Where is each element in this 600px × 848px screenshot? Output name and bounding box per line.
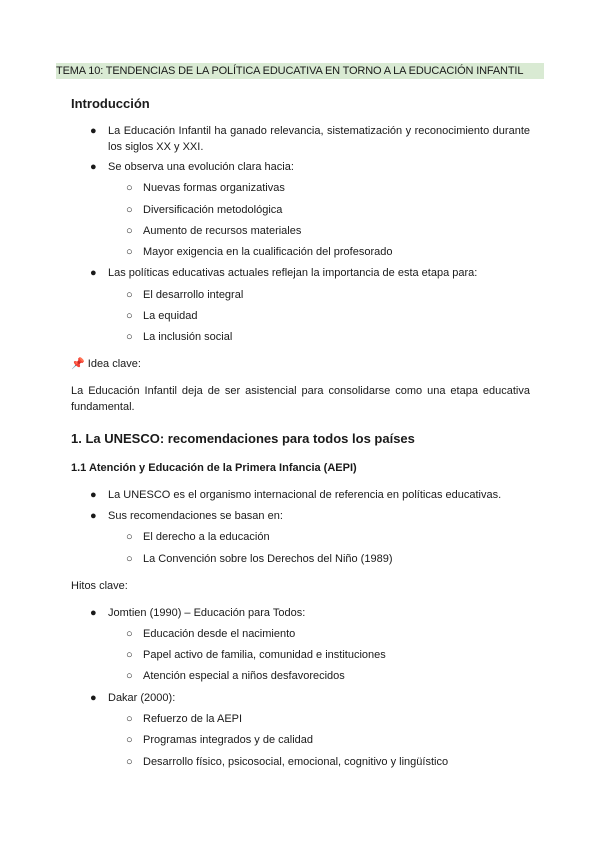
list-item: La inclusión social <box>143 331 233 343</box>
intro-bullet-2: Se observa una evolución clara hacia: <box>108 161 294 173</box>
list-item: Desarrollo físico, psicosocial, emocional, cognitivo y lingüístico <box>143 756 449 768</box>
list-item: El derecho a la educación <box>143 531 270 543</box>
idea-clave-label-row <box>71 357 530 373</box>
list-item: Diversificación metodológica <box>143 204 283 216</box>
bullet-circle-icon: ○ <box>126 670 133 682</box>
hitos-clave-label: Hitos clave: <box>71 580 128 592</box>
idea-clave-label: Idea clave: <box>87 358 141 370</box>
list-item: Mayor exigencia en la cualificación del profesorado <box>143 246 393 258</box>
bullet-disc-icon: ● <box>90 161 97 173</box>
intro-bullet-1: La Educación Infantil ha ganado relevancia, sistematización y reconocimiento durante los siglos XX y XXI. <box>108 125 530 153</box>
jomtien-bullet: Jomtien (1990) – Educación para Todos: <box>108 607 306 619</box>
bullet-circle-icon: ○ <box>126 246 133 258</box>
list-item: Nuevas formas organizativas <box>143 182 285 194</box>
list-item: El desarrollo integral <box>143 289 244 301</box>
pushpin-icon: 📌 <box>71 358 85 370</box>
section-1-1-heading: 1.1 Atención y Educación de la Primera Infancia (AEPI) <box>71 462 357 474</box>
dakar-bullet: Dakar (2000): <box>108 692 176 704</box>
section-1-heading: 1. La UNESCO: recomendaciones para todos los países <box>71 431 415 446</box>
intro-bullet-3: Las políticas educativas actuales reflejan la importancia de esta etapa para: <box>108 267 478 279</box>
bullet-circle-icon: ○ <box>126 204 133 216</box>
document-title-banner: TEMA 10: TENDENCIAS DE LA POLÍTICA EDUCATIVA EN TORNO A LA EDUCACIÓN INFANTIL <box>56 63 544 79</box>
list-item: Refuerzo de la AEPI <box>143 713 243 725</box>
bullet-disc-icon: ● <box>90 125 97 137</box>
bullet-circle-icon: ○ <box>126 310 133 322</box>
bullet-circle-icon: ○ <box>126 713 133 725</box>
list-item: Papel activo de familia, comunidad e instituciones <box>143 649 386 661</box>
list-item: La equidad <box>143 310 198 322</box>
bullet-circle-icon: ○ <box>126 531 133 543</box>
idea-clave-text: La Educación Infantil deja de ser asistencial para consolidarse como una etapa educativa fundamental. <box>71 385 530 413</box>
bullet-circle-icon: ○ <box>126 649 133 661</box>
bullet-circle-icon: ○ <box>126 289 133 301</box>
bullet-circle-icon: ○ <box>126 628 133 640</box>
list-item: Aumento de recursos materiales <box>143 225 302 237</box>
section-1-bullet-1: La UNESCO es el organismo internacional de referencia en políticas educativas. <box>108 489 502 501</box>
bullet-disc-icon: ● <box>90 267 97 279</box>
section-1-bullet-2: Sus recomendaciones se basan en: <box>108 510 283 522</box>
bullet-disc-icon: ● <box>90 489 97 501</box>
list-item: Programas integrados y de calidad <box>143 734 313 746</box>
bullet-disc-icon: ● <box>90 510 97 522</box>
list-item: Educación desde el nacimiento <box>143 628 296 640</box>
bullet-circle-icon: ○ <box>126 553 133 565</box>
list-item: La Convención sobre los Derechos del Niño (1989) <box>143 553 393 565</box>
bullet-circle-icon: ○ <box>126 182 133 194</box>
bullet-circle-icon: ○ <box>126 734 133 746</box>
bullet-disc-icon: ● <box>90 692 97 704</box>
list-item: Atención especial a niños desfavorecidos <box>143 670 345 682</box>
bullet-circle-icon: ○ <box>126 225 133 237</box>
bullet-disc-icon: ● <box>90 607 97 619</box>
bullet-circle-icon: ○ <box>126 331 133 343</box>
bullet-circle-icon: ○ <box>126 756 133 768</box>
intro-heading: Introducción <box>71 96 150 111</box>
